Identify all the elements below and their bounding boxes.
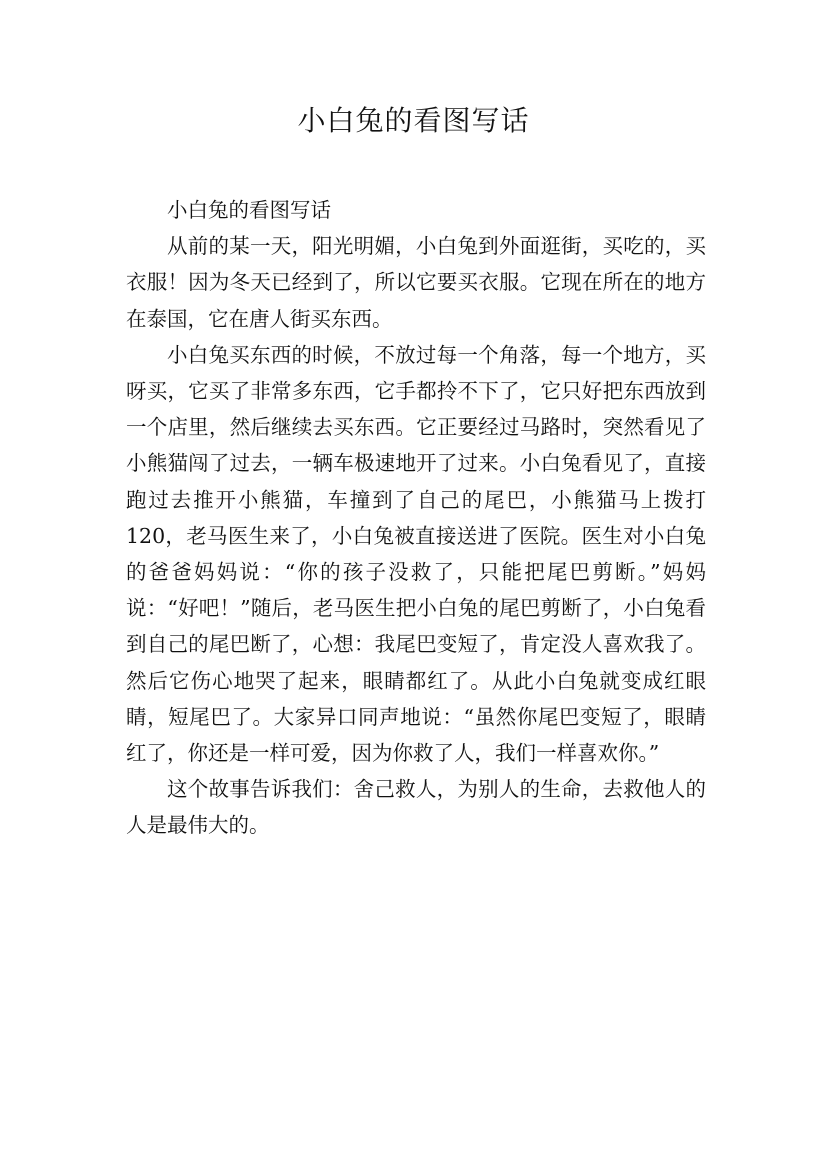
paragraph-subtitle: 小白兔的看图写话 xyxy=(167,198,331,222)
document-title: 小白兔的看图写话 xyxy=(297,104,530,137)
paragraph-3: 这个故事告诉我们：舍己救人，为别人的生命，去救他人的人是最伟大的。 xyxy=(126,777,706,838)
document-body xyxy=(126,192,706,844)
paragraph-1: 从前的某一天，阳光明媚，小白兔到外面逛街，买吃的，买衣服！因为冬天已经到了，所以它要买衣服。它现在所在的地方在泰国，它在唐人街买东西。 xyxy=(126,234,706,331)
paragraph-2: 小白兔买东西的时候，不放过每一个角落，每一个地方，买呀买，它买了非常多东西，它手都拎不下了，它只好把东西放到一个店里，然后继续去买东西。它正要经过马路时，突然看见了小熊猫闯了过去，一辆车极速地开了过来。小白兔看见了，直接跑过去推开小熊猫，车撞到了自己的尾巴，小熊猫马上拨打120，老马医生来了，小白兔被直接送进了医院。医生对小白兔的爸爸妈妈说：“你的孩子没救了，只能把尾巴剪断。”妈妈说：“好吧！”随后，老马医生把小白兔的尾巴剪断了，小白兔看到自己的尾巴断了，心想：我尾巴变短了，肯定没人喜欢我了。然后它伤心地哭了起来，眼睛都红了。从此小白兔就变成红眼睛，短尾巴了。大家异口同声地说：“虽然你尾巴变短了，眼睛红了，你还是一样可爱，因为你救了人，我们一样喜欢你。” xyxy=(126,342,706,766)
